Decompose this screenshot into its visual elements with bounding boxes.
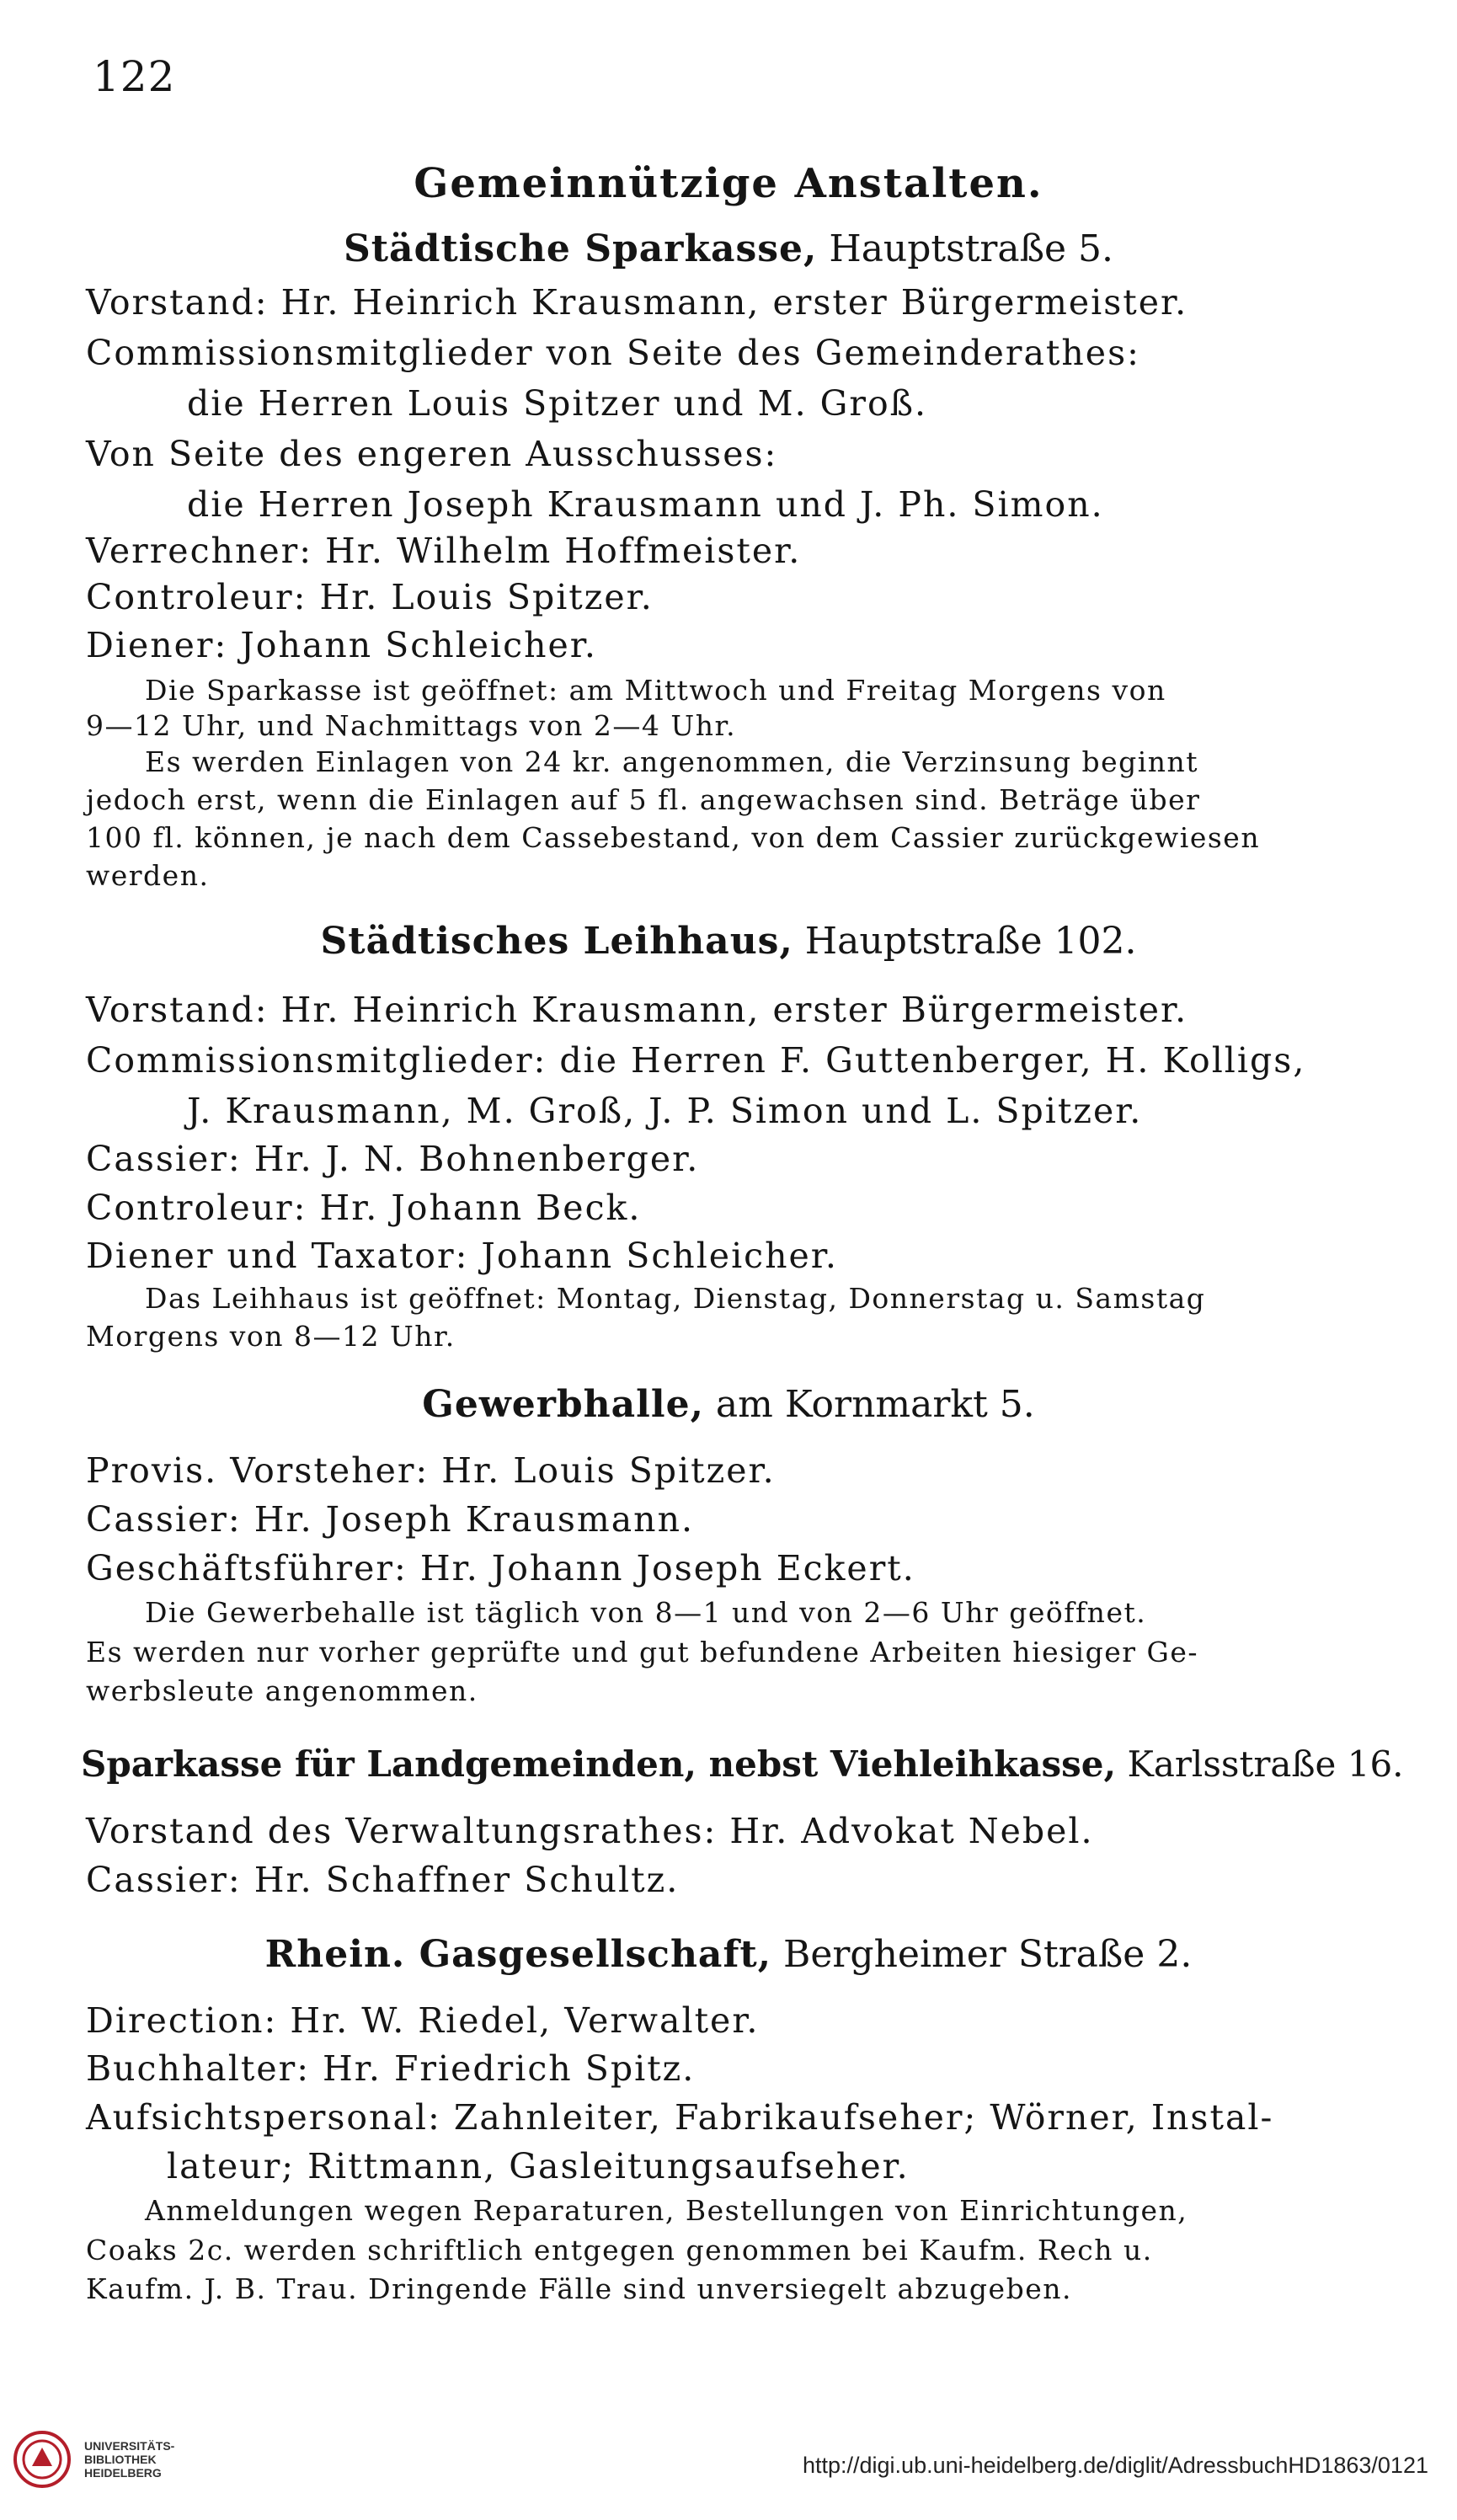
text-line: Cassier: Hr. Schaffner Schultz. — [86, 1860, 680, 1900]
section-heading-landgemeinden — [81, 1743, 1404, 1785]
text-line: Diener: Johann Schleicher. — [86, 625, 597, 665]
note-line: Die Gewerbehalle ist täglich von 8—1 und von 2—6 Uhr geöffnet. — [145, 1596, 1147, 1629]
institution-address: Bergheimer Straße 2. — [783, 1933, 1193, 1976]
text-line: Commissionsmitglieder: die Herren F. Guttenberger, H. Kolligs, — [86, 1040, 1306, 1081]
library-logo — [12, 2429, 174, 2490]
text-line: Vorstand des Verwaltungsrathes: Hr. Advokat Nebel. — [86, 1811, 1094, 1851]
text-line: Cassier: Hr. Joseph Krausmann. — [86, 1499, 695, 1540]
text-line: lateur; Rittmann, Gasleitungsaufseher. — [167, 2146, 910, 2186]
text-line: Direction: Hr. W. Riedel, Verwalter. — [86, 2000, 760, 2041]
section-heading-leihhaus — [0, 920, 1457, 963]
note-line: Das Leihhaus ist geöffnet: Montag, Dienstag, Donnerstag u. Samstag — [145, 1282, 1206, 1315]
institution-name: Gewerbhalle, — [422, 1383, 704, 1426]
institution-name: Sparkasse für Landgemeinden, nebst Viehleihkasse, — [81, 1743, 1117, 1785]
note-line: Kaufm. J. B. Trau. Dringende Fälle sind unversiegelt abzugeben. — [86, 2272, 1072, 2305]
note-line: 9—12 Uhr, und Nachmittags von 2—4 Uhr. — [86, 709, 737, 742]
section-heading-sparkasse — [0, 227, 1457, 270]
note-line: jedoch erst, wenn die Einlagen auf 5 fl. angewachsen sind. Beträge über — [86, 783, 1201, 816]
institution-address: Hauptstraße 5. — [829, 227, 1114, 270]
seal-icon — [12, 2429, 72, 2490]
text-line: Diener und Taxator: Johann Schleicher. — [86, 1236, 838, 1276]
institution-name: Städtische Sparkasse, — [343, 227, 818, 270]
text-line: Vorstand: Hr. Heinrich Krausmann, erster Bürgermeister. — [86, 282, 1188, 323]
institution-name: Rhein. Gasgesellschaft, — [264, 1933, 772, 1976]
note-line: Morgens von 8—12 Uhr. — [86, 1320, 456, 1353]
text-line: die Herren Joseph Krausmann und J. Ph. Simon. — [187, 484, 1104, 525]
institution-address: am Kornmarkt 5. — [715, 1383, 1035, 1426]
text-line: Von Seite des engeren Ausschusses: — [86, 434, 778, 474]
note-line: Es werden Einlagen von 24 kr. angenommen, die Verzinsung beginnt — [145, 745, 1199, 778]
text-line: J. Krausmann, M. Groß, J. P. Simon und L. Spitzer. — [187, 1091, 1143, 1131]
note-line: Anmeldungen wegen Reparaturen, Bestellungen von Einrichtungen, — [145, 2194, 1188, 2227]
text-line: Commissionsmitglieder von Seite des Gemeinderathes: — [86, 333, 1140, 373]
note-line: Es werden nur vorher geprüfte und gut befundene Arbeiten hiesiger Ge- — [86, 1636, 1199, 1668]
note-line: Coaks 2c. werden schriftlich entgegen genommen bei Kaufm. Rech u. — [86, 2234, 1153, 2266]
text-line: die Herren Louis Spitzer und M. Groß. — [187, 383, 928, 424]
text-line: Verrechner: Hr. Wilhelm Hoffmeister. — [86, 531, 802, 571]
text-line: Cassier: Hr. J. N. Bohnenberger. — [86, 1139, 700, 1179]
page-title: Gemeinnützige Anstalten. — [414, 160, 1043, 207]
text-line: Geschäftsführer: Hr. Johann Joseph Eckert. — [86, 1548, 915, 1588]
section-heading-gas — [0, 1933, 1457, 1976]
section-heading-gewerbhalle — [0, 1383, 1457, 1426]
text-line: Aufsichtspersonal: Zahnleiter, Fabrikaufseher; Wörner, Instal- — [86, 2097, 1274, 2138]
text-line: Controleur: Hr. Louis Spitzer. — [86, 577, 654, 617]
institution-name: Städtisches Leihhaus, — [320, 920, 793, 963]
note-line: werden. — [86, 859, 210, 892]
note-line: werbsleute angenommen. — [86, 1674, 478, 1707]
page-number: 122 — [93, 52, 176, 101]
text-line: Controleur: Hr. Johann Beck. — [86, 1188, 642, 1228]
text-line: Vorstand: Hr. Heinrich Krausmann, erster Bürgermeister. — [86, 990, 1188, 1030]
text-line: Provis. Vorsteher: Hr. Louis Spitzer. — [86, 1450, 776, 1491]
text-line: Buchhalter: Hr. Friedrich Spitz. — [86, 2048, 696, 2089]
note-line: 100 fl. können, je nach dem Cassebestand, von dem Cassier zurückgewiesen — [86, 821, 1261, 854]
institution-address: Hauptstraße 102. — [804, 920, 1137, 963]
source-url-link[interactable]: http://digi.ub.uni-heidelberg.de/diglit/AdressbuchHD1863/0121 — [802, 2453, 1428, 2478]
note-line: Die Sparkasse ist geöffnet: am Mittwoch und Freitag Morgens von — [145, 674, 1166, 707]
library-name: UNIVERSITÄTS- BIBLIOTHEK HEIDELBERG — [84, 2439, 175, 2480]
institution-address: Karlsstraße 16. — [1127, 1743, 1404, 1785]
